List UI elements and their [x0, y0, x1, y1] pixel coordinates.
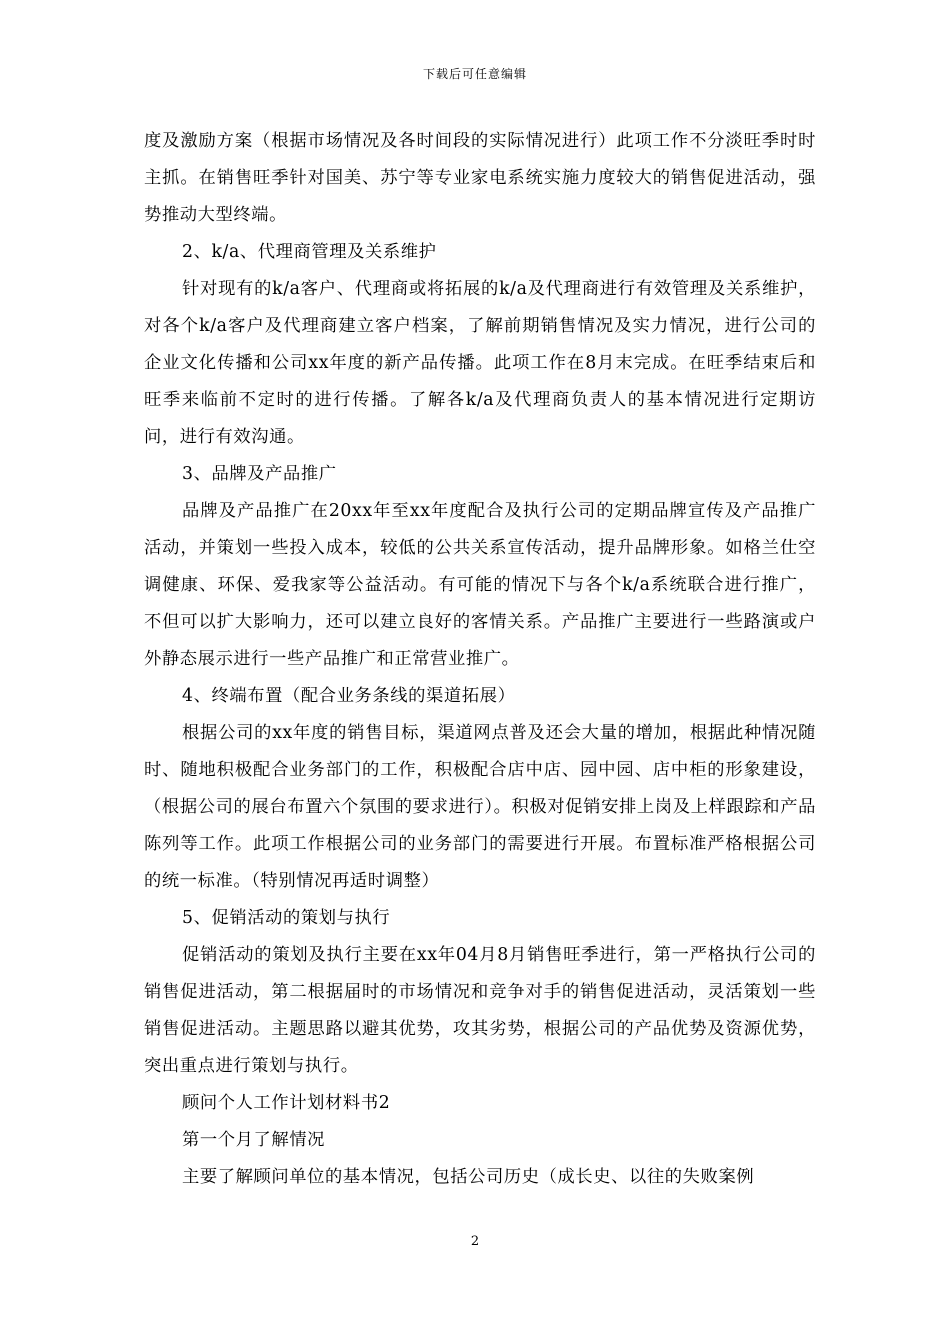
document-subtitle: 顾问个人工作计划材料书2 [182, 1093, 391, 1113]
document-body [144, 123, 816, 1196]
paragraph: 度及激励方案（根据市场情况及各时间段的实际情况进行）此项工作不分淡旺季时时主抓。在销售旺季针对国美、苏宁等专业家电系统实施力度较大的销售促进活动，强势推动大型终端。 [144, 131, 816, 225]
paragraph: 主要了解顾问单位的基本情况，包括公司历史（成长史、以往的失败案例 [182, 1167, 755, 1187]
section-heading: 5、促销活动的策划与执行 [182, 908, 391, 928]
paragraph: 品牌及产品推广在20xx年至xx年度配合及执行公司的定期品牌宣传及产品推广活动，并策划一些投入成本，较低的公共关系宣传活动，提升品牌形象。如格兰仕空调健康、环保、爱我家等公益活动。有可能的情况下与各个k/a系统联合进行推广，不但可以扩大影响力，还可以建立良好的客情关系。产品推广主要进行一些路演或户外静态展示进行一些产品推广和正常营业推广。 [144, 501, 816, 669]
paragraph: 根据公司的xx年度的销售目标，渠道网点普及还会大量的增加，根据此种情况随时、随地积极配合业务部门的工作，积极配合店中店、园中园、店中柜的形象建设，（根据公司的展台布置六个氛围的要求进行）。积极对促销安排上岗及上样跟踪和产品陈列等工作。此项工作根据公司的业务部门的需要进行开展。布置标准严格根据公司的统一标准。（特别情况再适时调整） [144, 723, 816, 891]
page-header: 下载后可任意编辑 [422, 67, 527, 81]
page-number: 2 [470, 1234, 480, 1249]
section-heading: 2、k/a、代理商管理及关系维护 [182, 242, 437, 262]
section-heading: 第一个月了解情况 [182, 1130, 326, 1150]
section-heading: 3、品牌及产品推广 [182, 464, 337, 484]
section-heading: 4、终端布置（配合业务条线的渠道拓展） [182, 686, 516, 706]
paragraph: 针对现有的k/a客户、代理商或将拓展的k/a及代理商进行有效管理及关系维护，对各个k/a客户及代理商建立客户档案，了解前期销售情况及实力情况，进行公司的企业文化传播和公司xx年度的新产品传播。此项工作在8月末完成。在旺季结束后和旺季来临前不定时的进行传播。了解各k/a及代理商负责人的基本情况进行定期访问，进行有效沟通。 [144, 279, 816, 447]
paragraph: 促销活动的策划及执行主要在xx年04月8月销售旺季进行，第一严格执行公司的销售促进活动，第二根据届时的市场情况和竞争对手的销售促进活动，灵活策划一些销售促进活动。主题思路以避其优势，攻其劣势，根据公司的产品优势及资源优势，突出重点进行策划与执行。 [144, 945, 816, 1076]
